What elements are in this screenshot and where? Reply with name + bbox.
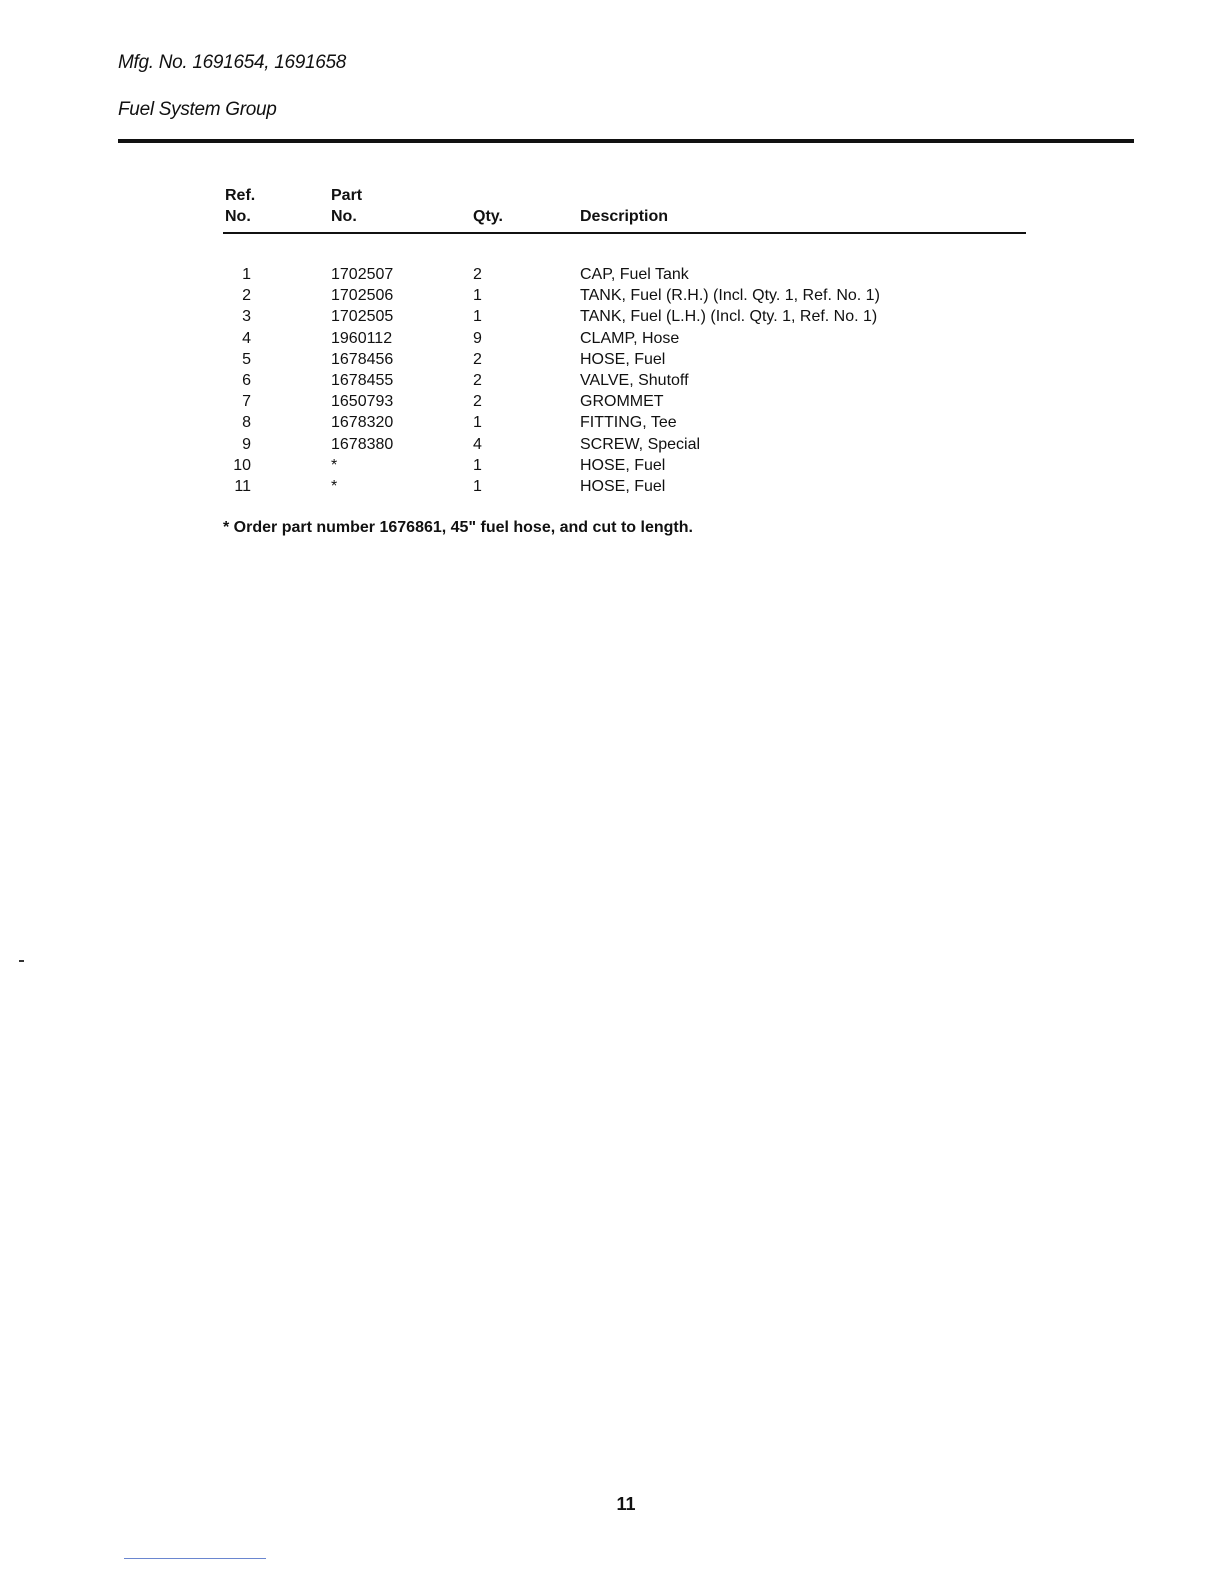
footnote: * Order part number 1676861, 45" fuel hose, and cut to length. xyxy=(223,519,693,536)
description-cell: CLAMP, Hose xyxy=(580,329,680,347)
description-cell: HOSE, Fuel xyxy=(580,350,666,368)
header-divider xyxy=(118,139,1134,143)
qty-cell: 1 xyxy=(473,477,482,495)
ref-header-line1: Ref. xyxy=(225,187,256,204)
page-number: 11 xyxy=(616,1494,636,1514)
ref-cell: 4 xyxy=(242,329,251,347)
table-row xyxy=(223,306,1026,327)
part-number-cell: 1678380 xyxy=(331,435,394,453)
description-cell: GROMMET xyxy=(580,393,664,411)
column-header-part xyxy=(331,185,362,227)
part-number-cell: * xyxy=(331,477,338,495)
qty-cell: 1 xyxy=(473,287,482,305)
ref-cell: 1 xyxy=(242,266,251,283)
bottom-rule xyxy=(124,1558,266,1559)
description-cell: VALVE, Shutoff xyxy=(580,371,689,389)
ref-cell: 8 xyxy=(242,414,251,432)
column-header-ref xyxy=(225,185,255,227)
parts-table xyxy=(223,184,1026,495)
part-number-cell: 1678320 xyxy=(331,414,394,432)
table-row xyxy=(223,391,1026,412)
qty-cell: 1 xyxy=(473,456,482,474)
description-cell: FITTING, Tee xyxy=(580,414,677,432)
table-header xyxy=(223,184,1026,234)
table-row xyxy=(223,412,1026,433)
table-row xyxy=(223,264,1026,285)
part-header-line1: Part xyxy=(331,187,363,204)
column-header-description: Description xyxy=(580,208,669,225)
description-cell: HOSE, Fuel xyxy=(580,477,666,495)
table-row xyxy=(223,476,1026,497)
description-cell: TANK, Fuel (L.H.) (Incl. Qty. 1, Ref. No. 1) xyxy=(580,308,878,326)
ref-cell: 3 xyxy=(242,308,251,326)
description-cell: TANK, Fuel (R.H.) (Incl. Qty. 1, Ref. No. 1) xyxy=(580,287,880,305)
section-title: Fuel System Group xyxy=(118,99,277,120)
table-row xyxy=(223,349,1026,370)
mfg-number: Mfg. No. 1691654, 1691658 xyxy=(118,52,347,73)
part-number-cell: 1702505 xyxy=(331,308,394,326)
ref-cell: 11 xyxy=(234,477,251,495)
part-number-cell: * xyxy=(331,456,338,474)
part-number-cell: 1702507 xyxy=(331,266,394,283)
ref-header-line2: No. xyxy=(225,208,251,225)
qty-cell: 2 xyxy=(473,350,482,368)
description-cell: SCREW, Special xyxy=(580,435,701,453)
qty-cell: 4 xyxy=(473,435,482,453)
ref-cell: 7 xyxy=(242,393,251,411)
qty-cell: 2 xyxy=(473,371,482,389)
table-row xyxy=(223,328,1026,349)
qty-cell: 2 xyxy=(473,393,482,411)
table-body xyxy=(223,264,1026,497)
column-header-qty: Qty. xyxy=(473,208,503,225)
table-row xyxy=(223,285,1026,306)
ref-cell: 5 xyxy=(242,350,251,368)
ref-cell: 10 xyxy=(233,456,251,474)
qty-cell: 1 xyxy=(473,414,482,432)
table-row xyxy=(223,370,1026,391)
table-row xyxy=(223,455,1026,476)
qty-cell: 2 xyxy=(473,266,482,283)
part-header-line2: No. xyxy=(331,208,357,225)
description-cell: CAP, Fuel Tank xyxy=(580,266,689,283)
part-number-cell: 1678456 xyxy=(331,350,394,368)
ref-cell: 6 xyxy=(242,371,251,389)
table-row xyxy=(223,434,1026,455)
qty-cell: 9 xyxy=(473,329,482,347)
ref-cell: 9 xyxy=(242,435,251,453)
description-cell: HOSE, Fuel xyxy=(580,456,666,474)
part-number-cell: 1650793 xyxy=(331,393,394,411)
qty-cell: 1 xyxy=(473,308,482,326)
part-number-cell: 1678455 xyxy=(331,371,394,389)
ref-cell: 2 xyxy=(242,287,251,305)
scan-mark xyxy=(19,960,24,962)
part-number-cell: 1702506 xyxy=(331,287,394,305)
part-number-cell: 1960112 xyxy=(331,329,393,347)
